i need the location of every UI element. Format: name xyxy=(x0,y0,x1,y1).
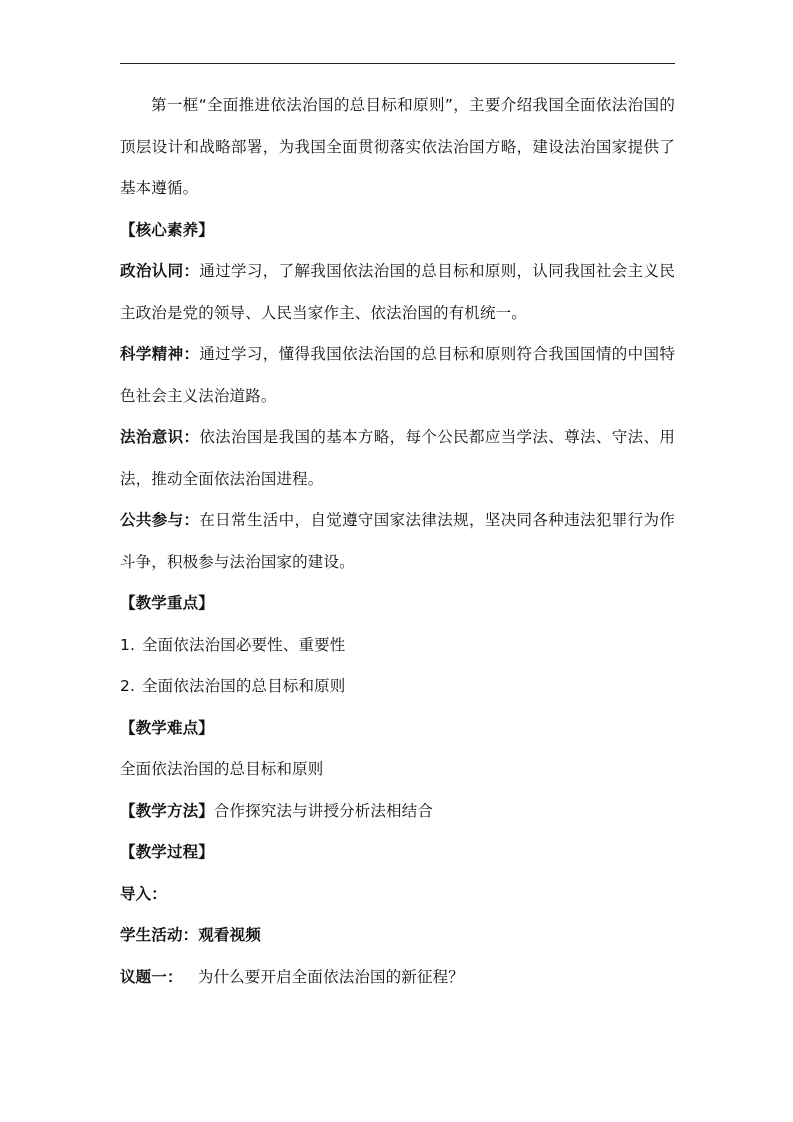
topic-spacer xyxy=(183,968,198,986)
topic-text: 为什么要开启全面依法治国的新征程？ xyxy=(197,967,464,986)
header-rule xyxy=(120,63,675,64)
core-literacy-text: 通过学习，了解我国依法治国的总目标和原则，认同我国社会主义民主政治是党的领导、人民当家作主、依法治国的有机统一。 xyxy=(120,262,675,322)
key-points-heading: 【教学重点】 xyxy=(120,594,214,612)
key-point-item xyxy=(120,666,675,708)
topic-one-line xyxy=(120,957,675,999)
core-literacy-item-science xyxy=(120,334,675,417)
document-body xyxy=(120,85,675,998)
core-literacy-text: 通过学习，懂得我国依法治国的总目标和原则符合我国国情的中国特色社会主义法治道路。 xyxy=(120,345,675,405)
list-text: 全面依法治国的总目标和原则 xyxy=(142,677,346,695)
student-activity: 学生活动：观看视频 xyxy=(120,926,261,944)
core-literacy-label: 科学精神： xyxy=(120,345,200,363)
core-literacy-item-law xyxy=(120,417,675,500)
list-text: 全面依法治国必要性、重要性 xyxy=(142,635,346,654)
core-literacy-item-public xyxy=(120,500,675,583)
core-literacy-item-political xyxy=(120,251,675,334)
process-heading: 【教学过程】 xyxy=(120,843,214,861)
core-literacy-heading: 【核心素养】 xyxy=(120,220,214,239)
process-intro-label: 导入： xyxy=(120,884,167,903)
difficult-points-text: 全面依法治国的总目标和原则 xyxy=(120,760,324,778)
list-number: 1. xyxy=(120,635,136,654)
key-point-item xyxy=(120,625,675,667)
core-literacy-label: 法治意识： xyxy=(120,428,200,446)
core-literacy-label: 政治认同： xyxy=(120,262,200,280)
core-literacy-text: 在日常生活中，自觉遵守国家法律法规，坚决同各种违法犯罪行为作斗争，积极参与法治国家的建设。 xyxy=(120,511,675,571)
core-literacy-text: 依法治国是我国的基本方略，每个公民都应当学法、尊法、守法、用法，推动全面依法治国进程。 xyxy=(120,428,675,488)
method-text: 合作探究法与讲授分析法相结合 xyxy=(213,801,434,820)
difficult-points-heading: 【教学难点】 xyxy=(120,718,214,737)
list-number: 2. xyxy=(120,677,136,695)
header-dot: . xyxy=(588,69,590,76)
method-line xyxy=(120,791,675,833)
topic-label: 议题一： xyxy=(120,967,183,986)
method-heading: 【教学方法】 xyxy=(120,801,214,820)
core-literacy-label: 公共参与： xyxy=(120,511,200,529)
intro-paragraph: 第一框“全面推进依法治国的总目标和原则”，主要介绍我国全面依法治国的顶层设计和战略部署，为我国全面贯彻落实依法治国方略，建设法治国家提供了基本遵循。 xyxy=(120,96,675,197)
